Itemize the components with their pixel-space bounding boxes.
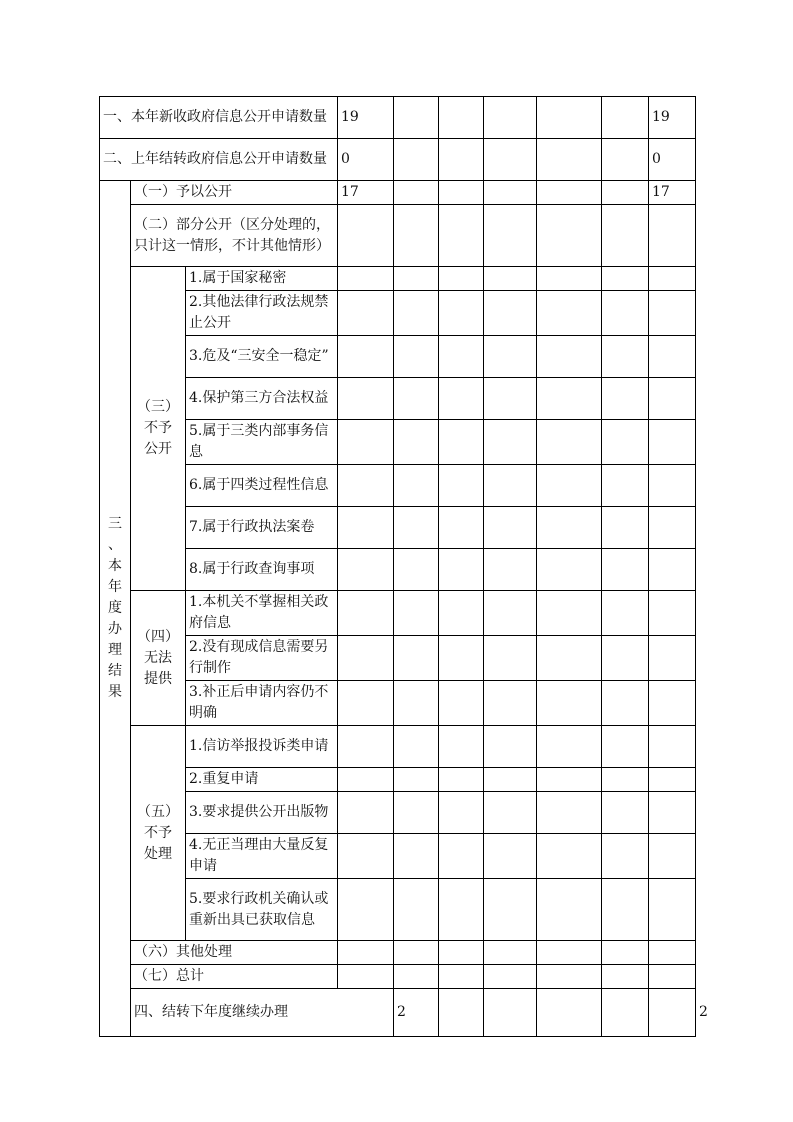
- empty-cell: [602, 97, 649, 139]
- value-cell: 17: [338, 181, 394, 205]
- empty-cell: [537, 549, 602, 591]
- empty-cell: [649, 336, 696, 378]
- table-row: [100, 267, 696, 291]
- empty-cell: [439, 378, 484, 420]
- sub-label: 7.属于行政执法案卷: [186, 507, 338, 549]
- group-label-5: （五） 不予 处理: [131, 726, 186, 941]
- empty-cell: [484, 965, 537, 989]
- empty-cell: [439, 636, 484, 681]
- sub-label: 2.没有现成信息需要另行制作: [186, 636, 338, 681]
- empty-cell: [484, 636, 537, 681]
- empty-cell: [338, 879, 394, 941]
- empty-cell: [439, 507, 484, 549]
- empty-cell: [537, 834, 602, 879]
- total-cell: 17: [649, 181, 696, 205]
- table-row: [100, 139, 696, 181]
- table-row: [100, 726, 696, 768]
- empty-cell: [484, 291, 537, 336]
- empty-cell: [602, 591, 649, 636]
- empty-cell: [394, 941, 439, 965]
- sub-label: 2.重复申请: [186, 768, 338, 792]
- empty-cell: [537, 941, 602, 965]
- table-row: [100, 965, 696, 989]
- empty-cell: [602, 834, 649, 879]
- empty-cell: [602, 726, 649, 768]
- empty-cell: [484, 768, 537, 792]
- empty-cell: [338, 681, 394, 726]
- empty-cell: [537, 792, 602, 834]
- sub-label: 4.保护第三方合法权益: [186, 378, 338, 420]
- empty-cell: [439, 139, 484, 181]
- empty-cell: [338, 636, 394, 681]
- empty-cell: [338, 591, 394, 636]
- empty-cell: [537, 267, 602, 291]
- empty-cell: [537, 507, 602, 549]
- empty-cell: [649, 681, 696, 726]
- empty-cell: [338, 336, 394, 378]
- table-row: [100, 879, 696, 941]
- empty-cell: [649, 591, 696, 636]
- table-row: [100, 941, 696, 965]
- empty-cell: [484, 681, 537, 726]
- row-label: 一、本年新收政府信息公开申请数量: [100, 97, 338, 139]
- table-row: [100, 97, 696, 139]
- empty-cell: [537, 181, 602, 205]
- row-label: （六）其他处理: [131, 941, 338, 965]
- empty-cell: [338, 291, 394, 336]
- empty-cell: [394, 726, 439, 768]
- empty-cell: [439, 965, 484, 989]
- empty-cell: [338, 965, 394, 989]
- empty-cell: [602, 792, 649, 834]
- empty-cell: [537, 336, 602, 378]
- table-row: [100, 291, 696, 336]
- empty-cell: [484, 336, 537, 378]
- row-label: （一）予以公开: [131, 181, 338, 205]
- group-label-4: （四） 无法 提供: [131, 591, 186, 726]
- row-label: 二、上年结转政府信息公开申请数量: [100, 139, 338, 181]
- empty-cell: [394, 636, 439, 681]
- table-row: [100, 378, 696, 420]
- empty-cell: [439, 267, 484, 291]
- empty-cell: [649, 267, 696, 291]
- empty-cell: [602, 465, 649, 507]
- empty-cell: [537, 768, 602, 792]
- empty-cell: [439, 726, 484, 768]
- empty-cell: [439, 465, 484, 507]
- empty-cell: [439, 591, 484, 636]
- empty-cell: [537, 97, 602, 139]
- empty-cell: [484, 378, 537, 420]
- sub-label: 1.本机关不掌握相关政府信息: [186, 591, 338, 636]
- empty-cell: [537, 378, 602, 420]
- empty-cell: [338, 507, 394, 549]
- table-row: [100, 792, 696, 834]
- empty-cell: [439, 97, 484, 139]
- sub-label: 5.要求行政机关确认或重新出具已获取信息: [186, 879, 338, 941]
- empty-cell: [537, 205, 602, 267]
- sub-label: 1.属于国家秘密: [186, 267, 338, 291]
- empty-cell: [537, 465, 602, 507]
- sub-label: 2.其他法律行政法规禁止公开: [186, 291, 338, 336]
- empty-cell: [484, 139, 537, 181]
- empty-cell: [484, 591, 537, 636]
- row-label: （七）总计: [131, 965, 338, 989]
- empty-cell: [602, 205, 649, 267]
- empty-cell: [439, 834, 484, 879]
- table-row: [100, 181, 696, 205]
- table-row: [100, 591, 696, 636]
- empty-cell: [394, 97, 439, 139]
- empty-cell: [439, 205, 484, 267]
- empty-cell: [602, 965, 649, 989]
- empty-cell: [394, 267, 439, 291]
- empty-cell: [537, 681, 602, 726]
- empty-cell: [338, 768, 394, 792]
- empty-cell: [602, 139, 649, 181]
- empty-cell: [394, 420, 439, 465]
- empty-cell: [537, 989, 602, 1037]
- empty-cell: [338, 267, 394, 291]
- empty-cell: [537, 879, 602, 941]
- empty-cell: [439, 420, 484, 465]
- empty-cell: [439, 989, 484, 1037]
- empty-cell: [394, 549, 439, 591]
- empty-cell: [394, 181, 439, 205]
- empty-cell: [338, 205, 394, 267]
- empty-cell: [649, 726, 696, 768]
- empty-cell: [439, 879, 484, 941]
- empty-cell: [394, 139, 439, 181]
- empty-cell: [484, 792, 537, 834]
- empty-cell: [649, 291, 696, 336]
- empty-cell: [394, 205, 439, 267]
- group-label-3: （三） 不予 公开: [131, 267, 186, 591]
- empty-cell: [394, 507, 439, 549]
- empty-cell: [439, 549, 484, 591]
- empty-cell: [338, 941, 394, 965]
- empty-cell: [649, 768, 696, 792]
- empty-cell: [394, 336, 439, 378]
- table-row: [100, 465, 696, 507]
- empty-cell: [439, 941, 484, 965]
- empty-cell: [484, 420, 537, 465]
- empty-cell: [649, 378, 696, 420]
- empty-cell: [338, 378, 394, 420]
- empty-cell: [394, 291, 439, 336]
- empty-cell: [394, 965, 439, 989]
- empty-cell: [394, 834, 439, 879]
- empty-cell: [537, 965, 602, 989]
- empty-cell: [649, 205, 696, 267]
- empty-cell: [537, 420, 602, 465]
- sub-label: 5.属于三类内部事务信息: [186, 420, 338, 465]
- empty-cell: [439, 792, 484, 834]
- table-row: [100, 549, 696, 591]
- empty-cell: [394, 768, 439, 792]
- empty-cell: [338, 420, 394, 465]
- sub-label: 3.危及“三安全一稳定”: [186, 336, 338, 378]
- empty-cell: [649, 549, 696, 591]
- empty-cell: [394, 681, 439, 726]
- table-row: [100, 834, 696, 879]
- statistics-table: [99, 96, 708, 1037]
- sub-label: 3.要求提供公开出版物: [186, 792, 338, 834]
- empty-cell: [649, 834, 696, 879]
- empty-cell: [649, 941, 696, 965]
- total-cell: 0: [649, 139, 696, 181]
- empty-cell: [484, 205, 537, 267]
- section-3-label: 三 、 本 年 度 办 理 结 果: [100, 181, 131, 1037]
- empty-cell: [649, 420, 696, 465]
- empty-cell: [439, 181, 484, 205]
- empty-cell: [439, 291, 484, 336]
- empty-cell: [602, 989, 649, 1037]
- empty-cell: [394, 465, 439, 507]
- empty-cell: [338, 834, 394, 879]
- empty-cell: [439, 336, 484, 378]
- empty-cell: [602, 291, 649, 336]
- empty-cell: [602, 507, 649, 549]
- empty-cell: [649, 879, 696, 941]
- empty-cell: [484, 549, 537, 591]
- table-row: 四、结转下年度继续办理 2 2: [100, 989, 696, 1037]
- empty-cell: [394, 879, 439, 941]
- empty-cell: [537, 726, 602, 768]
- empty-cell: [484, 989, 537, 1037]
- row-label: （二）部分公开（区分处理的，只计这一情形，不计其他情形）: [131, 205, 338, 267]
- empty-cell: [602, 549, 649, 591]
- empty-cell: [338, 726, 394, 768]
- empty-cell: [439, 681, 484, 726]
- empty-cell: [537, 291, 602, 336]
- empty-cell: [537, 591, 602, 636]
- empty-cell: [484, 507, 537, 549]
- empty-cell: [602, 420, 649, 465]
- empty-cell: [484, 941, 537, 965]
- empty-cell: [602, 336, 649, 378]
- row-label: 四、结转下年度继续办理: [131, 989, 394, 1037]
- empty-cell: [484, 181, 537, 205]
- empty-cell: [602, 941, 649, 965]
- empty-cell: [484, 879, 537, 941]
- empty-cell: [394, 591, 439, 636]
- empty-cell: [394, 378, 439, 420]
- empty-cell: [649, 965, 696, 989]
- empty-cell: [537, 139, 602, 181]
- empty-cell: [439, 768, 484, 792]
- table-row: [100, 420, 696, 465]
- value-cell: 19: [338, 97, 394, 139]
- sub-label: 1.信访举报投诉类申请: [186, 726, 338, 768]
- sub-label: 3.补正后申请内容仍不明确: [186, 681, 338, 726]
- empty-cell: [484, 97, 537, 139]
- empty-cell: [484, 726, 537, 768]
- table-row: [100, 336, 696, 378]
- empty-cell: [602, 636, 649, 681]
- empty-cell: [338, 465, 394, 507]
- empty-cell: [649, 465, 696, 507]
- empty-cell: [602, 378, 649, 420]
- empty-cell: [602, 181, 649, 205]
- empty-cell: [602, 768, 649, 792]
- empty-cell: [484, 267, 537, 291]
- empty-cell: [484, 465, 537, 507]
- empty-cell: [394, 792, 439, 834]
- table-row: [100, 205, 696, 267]
- empty-cell: [649, 792, 696, 834]
- table-row: [100, 507, 696, 549]
- empty-cell: [484, 834, 537, 879]
- table-row: [100, 636, 696, 681]
- empty-cell: [649, 989, 696, 1037]
- empty-cell: [537, 636, 602, 681]
- table-row: [100, 768, 696, 792]
- value-cell: 2: [394, 989, 439, 1037]
- empty-cell: [602, 267, 649, 291]
- total-cell: 19: [649, 97, 696, 139]
- sub-label: 8.属于行政查询事项: [186, 549, 338, 591]
- value-cell: 0: [338, 139, 394, 181]
- empty-cell: [338, 549, 394, 591]
- empty-cell: [649, 507, 696, 549]
- empty-cell: [338, 792, 394, 834]
- sub-label: 4.无正当理由大量反复申请: [186, 834, 338, 879]
- empty-cell: [649, 636, 696, 681]
- sub-label: 6.属于四类过程性信息: [186, 465, 338, 507]
- empty-cell: [602, 681, 649, 726]
- table-row: [100, 681, 696, 726]
- empty-cell: [602, 879, 649, 941]
